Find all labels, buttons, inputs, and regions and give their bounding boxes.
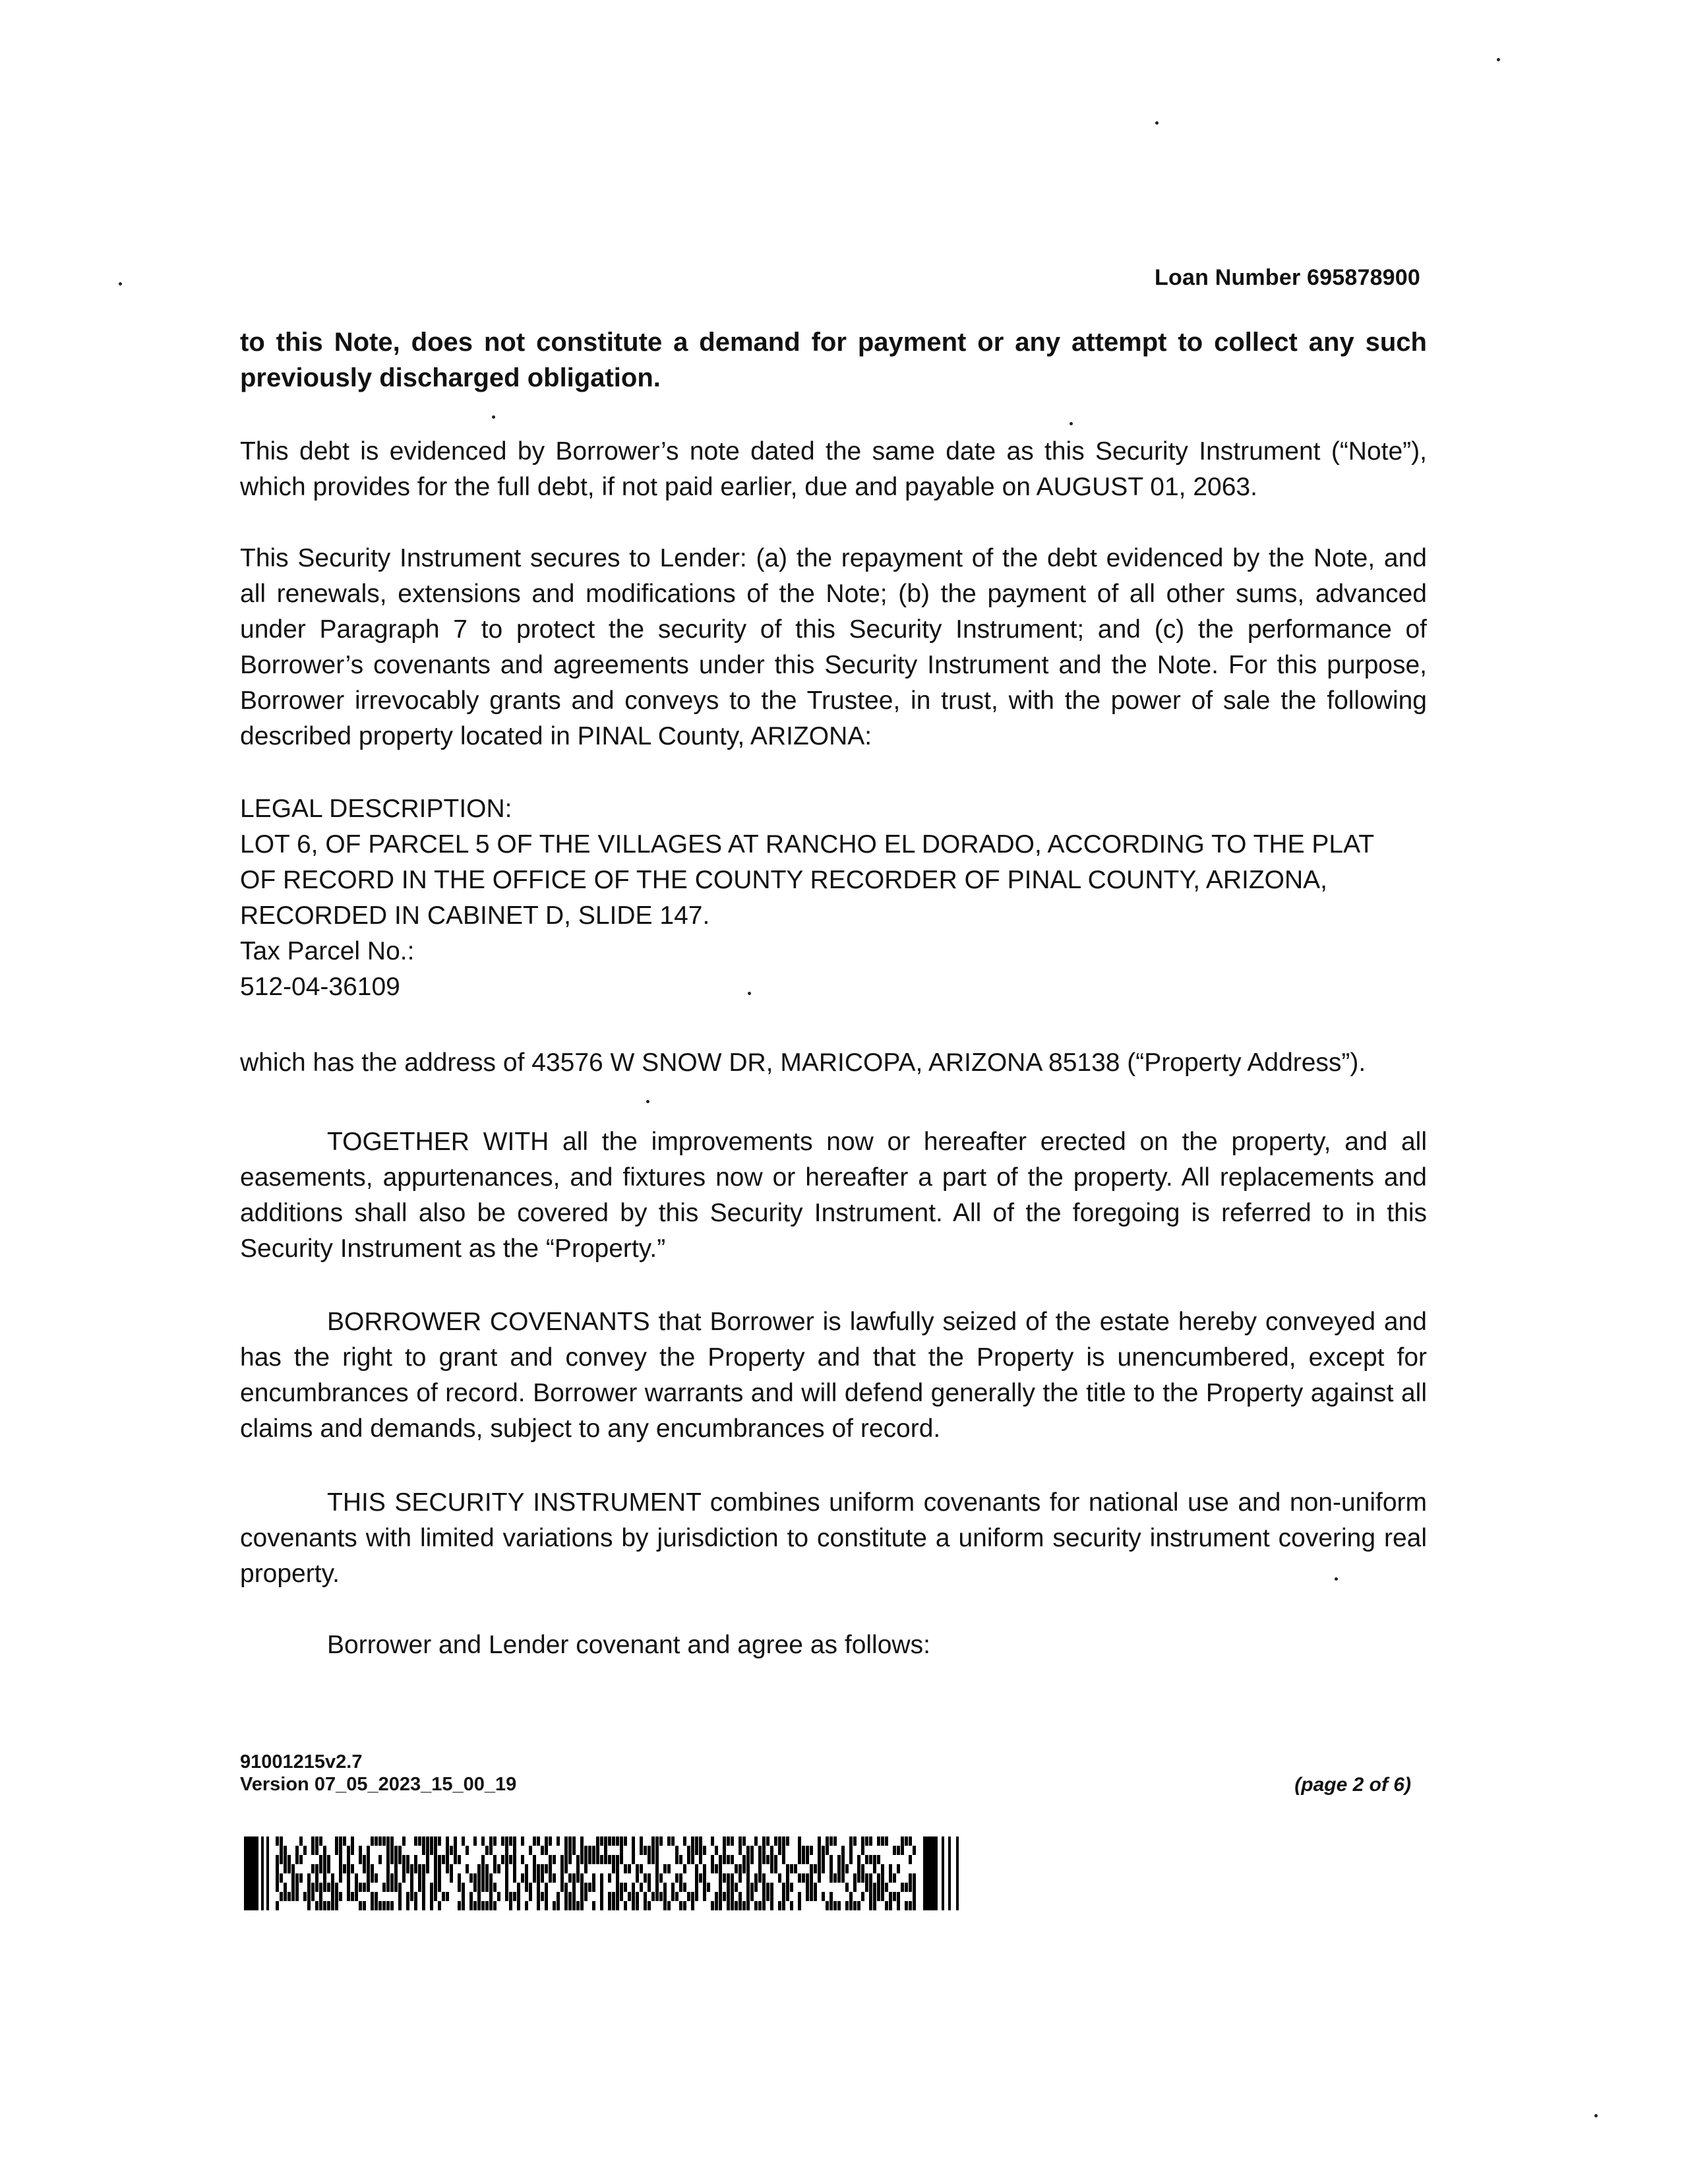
security-instrument-paragraph <box>240 1485 1427 1592</box>
together-with-paragraph <box>240 1124 1427 1267</box>
scan-speck <box>492 415 495 419</box>
scan-speck <box>1335 1577 1338 1581</box>
scan-speck <box>1155 121 1159 125</box>
agree-text: Borrower and Lender covenant and agree as follows: <box>327 1631 930 1659</box>
barcode-image <box>244 1836 976 1910</box>
legal-line: OF RECORD IN THE OFFICE OF THE COUNTY RECORDER OF PINAL COUNTY, ARIZONA, <box>240 866 1328 894</box>
scan-speck <box>1070 422 1073 425</box>
secures-paragraph: This Security Instrument secures to Lender: (a) the repayment of the debt evidenced by the Note, and all renewals, extensions and modifications of the Note; (b) the payment of all other sums, advanced under Paragraph 7 to protect the security of this Security Instrument; and (c) the performance of Borrower’s covenants and agreements under this Security Instrument and the Note. For this purpose, Borrower irrevocably grants and conveys to the Trustee, in trust, with the power of sale the following described property located in PINAL County, ARIZONA: <box>240 544 1427 750</box>
tax-parcel-number: 512-04-36109 <box>240 973 400 1001</box>
legal-line: RECORDED IN CABINET D, SLIDE 147. <box>240 901 710 930</box>
together-with-text: TOGETHER WITH all the improvements now or hereafter erected on the property, and all easements, appurtenances, and fixtures now or hereafter a part of the property. All replacements and additions shall also be covered by this Security Instrument. All of the foregoing is referred to in this Security Instrument as the “Property.” <box>240 1128 1427 1263</box>
page-indicator: (page 2 of 6) <box>1294 1774 1411 1796</box>
legal-heading: LEGAL DESCRIPTION: <box>240 795 512 823</box>
debt-evidence-paragraph: This debt is evidenced by Borrower’s note dated the same date as this Security Instrument (“Note”), which provides for the full debt, if not paid earlier, due and payable on AUGUST 01, 2063. <box>240 437 1427 501</box>
scan-speck <box>1497 58 1500 61</box>
legal-line: LOT 6, OF PARCEL 5 OF THE VILLAGES AT RANCHO EL DORADO, ACCORDING TO THE PLAT <box>240 830 1375 859</box>
agree-paragraph <box>240 1627 1427 1663</box>
scan-speck <box>748 992 751 995</box>
security-instrument-text: THIS SECURITY INSTRUMENT combines uniform covenants for national use and non-uniform covenants with limited variations by jurisdiction to constitute a uniform security instrument covering real property. <box>240 1488 1427 1588</box>
form-id: 91001215v2.7 <box>240 1751 363 1773</box>
footer-form-info <box>240 1751 516 1796</box>
scan-speck <box>646 1100 649 1103</box>
borrower-covenants-paragraph <box>240 1304 1427 1447</box>
borrower-covenants-text: BORROWER COVENANTS that Borrower is lawfully seized of the estate hereby conveyed and has the right to grant and convey the Property and that the Property is unencumbered, except for encumbrances of record. Borrower warrants and will defend generally the title to the Property against all claims and demands, subject to any encumbrances of record. <box>240 1308 1427 1443</box>
scan-speck <box>1594 2114 1598 2117</box>
scan-speck <box>119 282 122 286</box>
property-address-paragraph: which has the address of 43576 W SNOW DR, MARICOPA, ARIZONA 85138 (“Property Address”). <box>240 1048 1366 1077</box>
tax-parcel-label: Tax Parcel No.: <box>240 937 415 965</box>
continued-paragraph: to this Note, does not constitute a demand for payment or any attempt to collect any such previously discharged obligation. <box>240 328 1427 392</box>
loan-number: Loan Number 695878900 <box>1155 265 1420 290</box>
form-version: Version 07_05_2023_15_00_19 <box>240 1774 517 1795</box>
legal-description <box>240 791 1427 1005</box>
